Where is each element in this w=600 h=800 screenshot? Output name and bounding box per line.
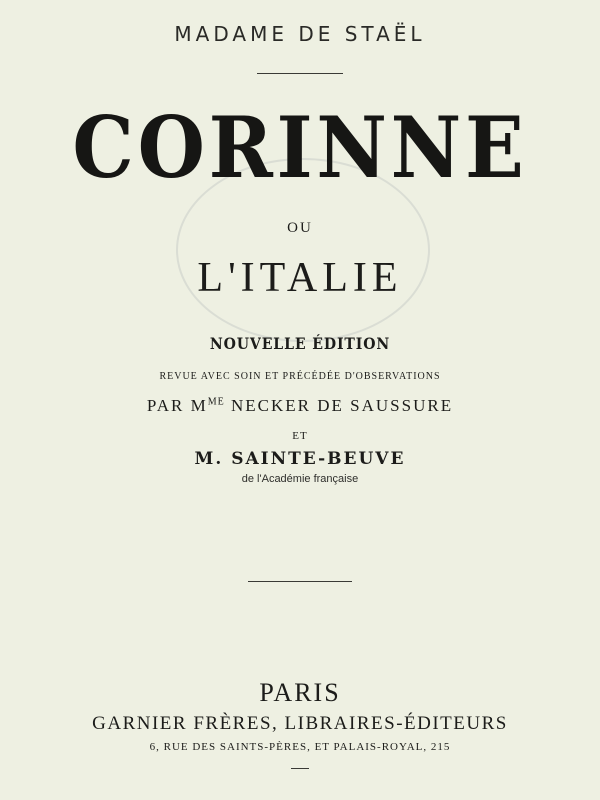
- title-conjunction: OU: [287, 220, 313, 236]
- divider-rule: [257, 73, 343, 74]
- editor-prefix: PAR M: [146, 396, 208, 415]
- book-title: CORINNE: [72, 98, 528, 197]
- short-rule: [291, 768, 309, 769]
- revision-note: REVUE AVEC SOIN ET PRÉCÉDÉE D'OBSERVATIONS: [159, 371, 441, 382]
- second-editor: M. SAINTE-BEUVE: [194, 449, 406, 469]
- author-name: MADAME DE STAËL: [174, 22, 426, 46]
- academy-affiliation: de l'Académie française: [241, 473, 359, 485]
- publication-city: PARIS: [259, 678, 341, 707]
- divider-rule: [248, 581, 352, 582]
- book-subtitle: L'ITALIE: [197, 255, 403, 301]
- editor-title-superscript: ME: [207, 396, 225, 408]
- editor-line: [0, 396, 600, 416]
- publisher-address: 6, RUE DES SAINTS-PÈRES, ET PALAIS-ROYAL, 215: [149, 741, 451, 753]
- edition-statement: NOUVELLE ÉDITION: [209, 334, 391, 353]
- and-conjunction: ET: [292, 430, 308, 442]
- editor-name: NECKER DE SAUSSURE: [224, 396, 454, 415]
- publisher-name: GARNIER FRÈRES, LIBRAIRES-ÉDITEURS: [92, 713, 508, 734]
